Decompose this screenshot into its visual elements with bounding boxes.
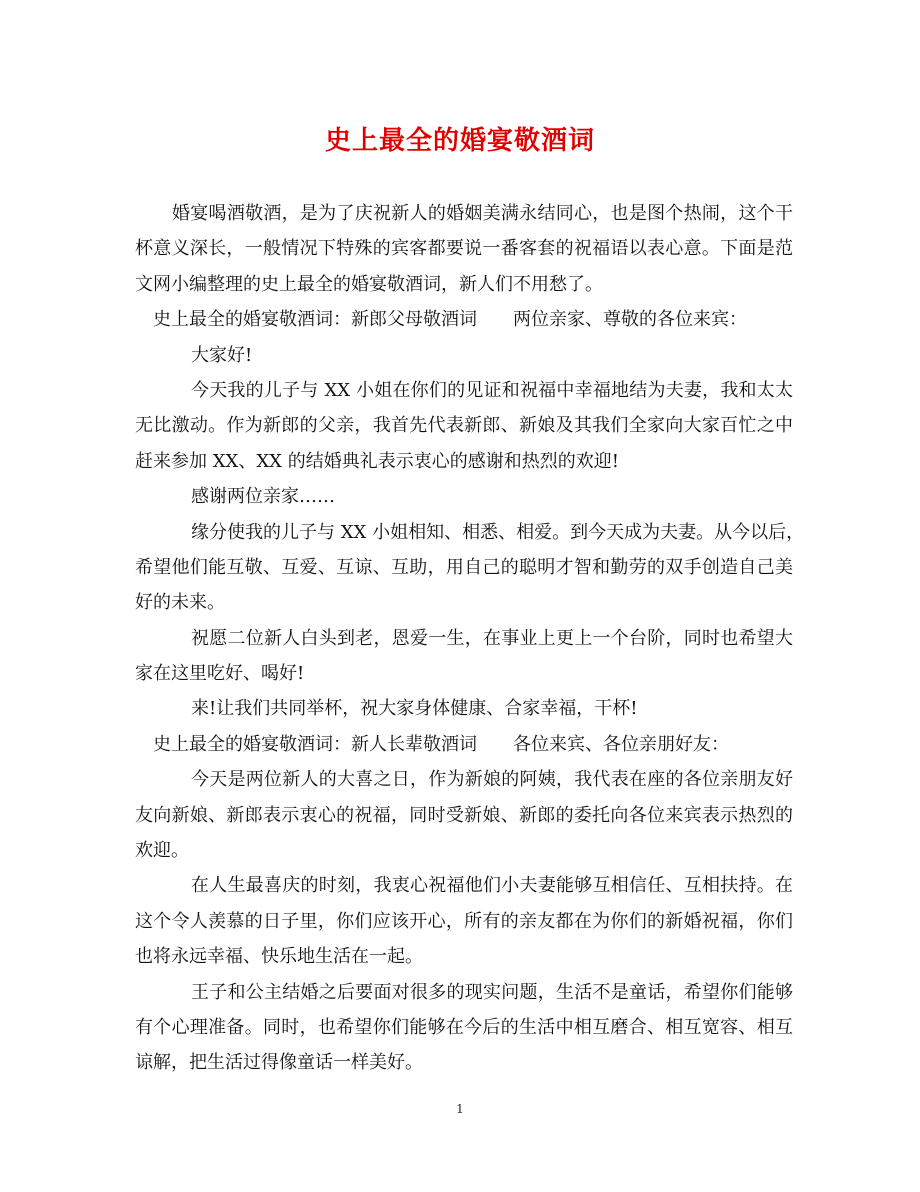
- paragraph: [135, 338, 793, 373]
- text-line: 这个令人羡慕的日子里，你们应该开心，所有的亲友都在为你们的新婚祝福，你们: [135, 910, 793, 932]
- text-line: 有个心理准备。同时，也希望你们能够在今后的生活中相互磨合、相互宽容、相互: [135, 1016, 793, 1038]
- paragraph: [135, 762, 793, 868]
- text-line: 王子和公主结婚之后要面对很多的现实问题，生活不是童话，希望你们能够: [191, 981, 793, 1003]
- document-body: [135, 196, 805, 1081]
- text-line: 缘分使我的儿子与 XX 小姐相知、相悉、相爱。到今天成为夫妻。从今以后，: [191, 521, 805, 543]
- text-line: 今天是两位新人的大喜之日，作为新娘的阿姨，我代表在座的各位亲朋友好: [191, 769, 793, 791]
- paragraph: [135, 196, 793, 302]
- paragraph: [135, 515, 805, 621]
- text-line: 谅解，把生活过得像童话一样美好。: [135, 1052, 423, 1074]
- text-line: 无比激动。作为新郎的父亲，我首先代表新郎、新娘及其我们全家向大家百忙之中: [135, 415, 793, 437]
- text-line: 赶来参加 XX、XX 的结婚典礼表示衷心的感谢和热烈的欢迎!: [135, 450, 619, 472]
- text-line: 史上最全的婚宴敬酒词：新人长辈敬酒词 各位来宾、各位亲朋好友：: [153, 733, 729, 755]
- text-line: 杯意义深长，一般情况下特殊的宾客都要说一番客套的祝福语以表心意。下面是范: [135, 238, 793, 260]
- paragraph: [135, 975, 793, 1081]
- text-line: 今天我的儿子与 XX 小姐在你们的见证和祝福中幸福地结为夫妻，我和太太: [191, 379, 793, 401]
- text-line: 好的未来。: [135, 592, 225, 614]
- text-line: 欢迎。: [135, 840, 189, 862]
- paragraph: [135, 479, 793, 514]
- paragraph: [135, 868, 793, 974]
- text-line: 友向新娘、新郎表示衷心的祝福，同时受新娘、新郎的委托向各位来宾表示热烈的: [135, 804, 793, 826]
- document-title: 史上最全的婚宴敬酒词: [324, 126, 595, 156]
- text-line: 大家好!: [191, 344, 253, 366]
- text-line: 来!让我们共同举杯，祝大家身体健康、合家幸福，干杯!: [191, 698, 638, 720]
- paragraph: [135, 373, 793, 479]
- paragraph: [135, 691, 793, 726]
- text-line: 感谢两位亲家……: [191, 486, 335, 508]
- page-number: 1: [456, 1102, 464, 1116]
- text-line: 祝愿二位新人白头到老，恩爱一生，在事业上更上一个台阶，同时也希望大: [191, 627, 793, 649]
- paragraph: [135, 302, 793, 337]
- text-line: 文网小编整理的史上最全的婚宴敬酒词，新人们不用愁了。: [135, 273, 603, 295]
- paragraph: [135, 621, 793, 692]
- text-line: 希望他们能互敬、互爱、互谅、互助，用自己的聪明才智和勤劳的双手创造自己美: [135, 556, 793, 578]
- text-line: 也将永远幸福、快乐地生活在一起。: [135, 946, 423, 968]
- text-line: 史上最全的婚宴敬酒词：新郎父母敬酒词 两位亲家、尊敬的各位来宾：: [153, 309, 747, 331]
- paragraph: [135, 727, 793, 762]
- text-line: 婚宴喝酒敬酒，是为了庆祝新人的婚姻美满永结同心，也是图个热闹，这个干: [172, 203, 793, 224]
- text-line: 在人生最喜庆的时刻，我衷心祝福他们小夫妻能够互相信任、互相扶持。在: [191, 875, 793, 897]
- text-line: 家在这里吃好、喝好!: [135, 663, 305, 685]
